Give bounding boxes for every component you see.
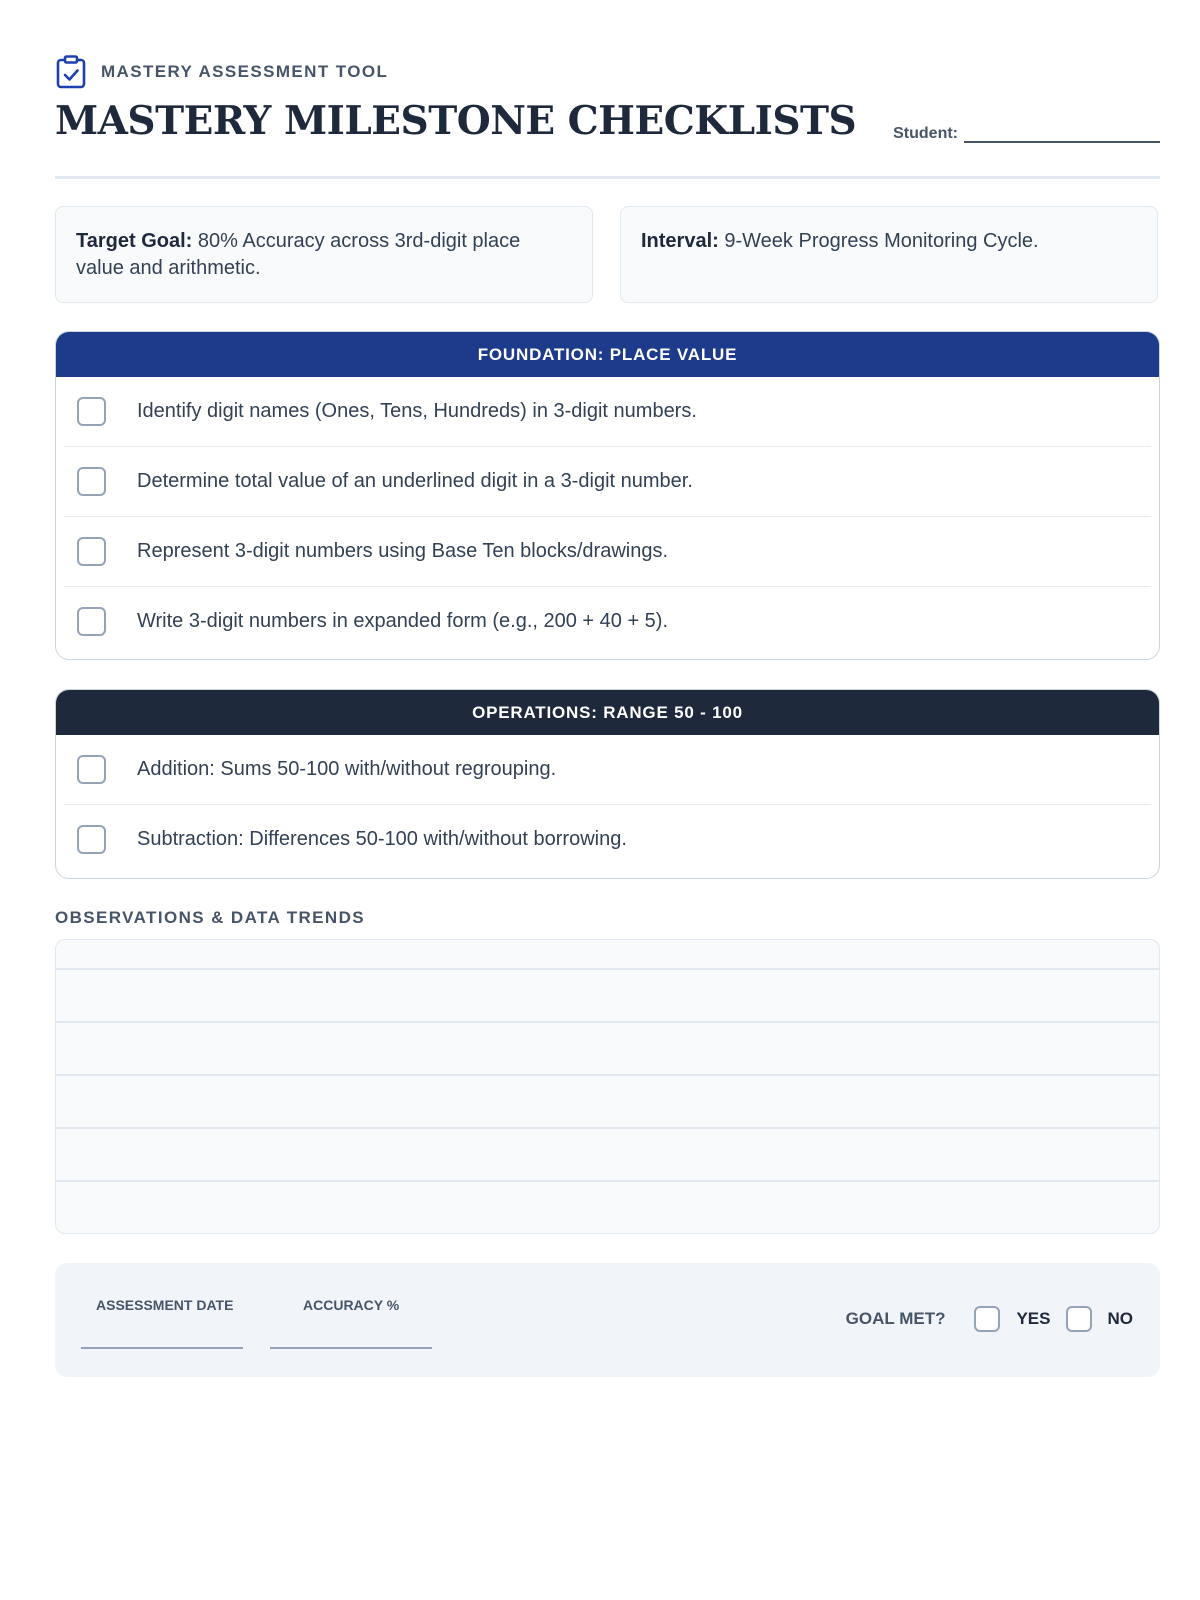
goal-met-label: GOAL MET? bbox=[845, 1309, 946, 1328]
target-goal-label: Target Goal: bbox=[76, 230, 193, 252]
item-checkbox[interactable] bbox=[77, 467, 106, 496]
accuracy-line[interactable] bbox=[270, 1347, 432, 1349]
goal-met-yes-checkbox[interactable] bbox=[974, 1306, 1000, 1332]
checklist-section-place-value bbox=[55, 331, 1160, 660]
target-goal-text: 80% Accuracy across 3rd-digit place value and arithmetic. bbox=[76, 230, 521, 279]
student-name-line[interactable] bbox=[964, 124, 1160, 143]
item-checkbox[interactable] bbox=[77, 607, 106, 636]
page-title: MASTERY MILESTONE CHECKLISTS bbox=[55, 98, 857, 144]
checklist-item bbox=[64, 735, 1151, 805]
notes-rule bbox=[56, 968, 1159, 970]
eyebrow-label: MASTERY ASSESSMENT TOOL bbox=[101, 62, 389, 81]
notes-rule bbox=[56, 1021, 1159, 1023]
notes-rule bbox=[56, 1127, 1159, 1129]
accuracy-label: ACCURACY % bbox=[303, 1297, 400, 1313]
item-checkbox[interactable] bbox=[77, 397, 106, 426]
checklist-item bbox=[64, 517, 1151, 587]
item-checkbox[interactable] bbox=[77, 537, 106, 566]
checklist-item-text: Subtraction: Differences 50-100 with/without borrowing. bbox=[137, 828, 627, 850]
no-option-label: NO bbox=[1107, 1309, 1133, 1328]
checklist-item-text: Represent 3-digit numbers using Base Ten blocks/drawings. bbox=[137, 540, 669, 562]
observations-heading: OBSERVATIONS & DATA TRENDS bbox=[55, 908, 365, 927]
goal-met-group bbox=[846, 1306, 1133, 1332]
notes-rule bbox=[56, 1074, 1159, 1076]
header-divider bbox=[55, 176, 1160, 179]
assessment-date-line[interactable] bbox=[81, 1347, 243, 1349]
assessment-footer bbox=[55, 1263, 1160, 1377]
yes-option-label: YES bbox=[1016, 1309, 1051, 1328]
observations-notes-area[interactable] bbox=[55, 939, 1160, 1234]
header-eyebrow bbox=[55, 54, 388, 90]
item-checkbox[interactable] bbox=[77, 755, 106, 784]
target-goal-box bbox=[55, 206, 593, 303]
assessment-date-label: ASSESSMENT DATE bbox=[96, 1297, 234, 1313]
goal-met-no-checkbox[interactable] bbox=[1066, 1306, 1092, 1332]
student-field[interactable] bbox=[893, 124, 1160, 143]
interval-text: 9-Week Progress Monitoring Cycle. bbox=[724, 230, 1039, 252]
item-checkbox[interactable] bbox=[77, 825, 106, 854]
checklist-item-text: Determine total value of an underlined digit in a 3-digit number. bbox=[137, 470, 693, 492]
checklist-item-text: Addition: Sums 50-100 with/without regrouping. bbox=[137, 758, 557, 780]
interval-label: Interval: bbox=[641, 230, 719, 252]
section-header: OPERATIONS: RANGE 50 - 100 bbox=[56, 690, 1159, 735]
checklist-item bbox=[64, 805, 1151, 874]
interval-box bbox=[620, 206, 1158, 303]
checklist-item bbox=[64, 377, 1151, 447]
checklist-item-text: Write 3-digit numbers in expanded form (e.g., 200 + 40 + 5). bbox=[137, 610, 669, 632]
student-label: Student: bbox=[893, 125, 958, 142]
section-header: FOUNDATION: PLACE VALUE bbox=[56, 332, 1159, 377]
clipboard-check-icon bbox=[55, 55, 87, 89]
checklist-item bbox=[64, 447, 1151, 517]
checklist-item bbox=[64, 587, 1151, 656]
checklist-item-text: Identify digit names (Ones, Tens, Hundreds) in 3-digit numbers. bbox=[137, 400, 697, 422]
checklist-section-operations bbox=[55, 689, 1160, 879]
notes-rule bbox=[56, 1180, 1159, 1182]
